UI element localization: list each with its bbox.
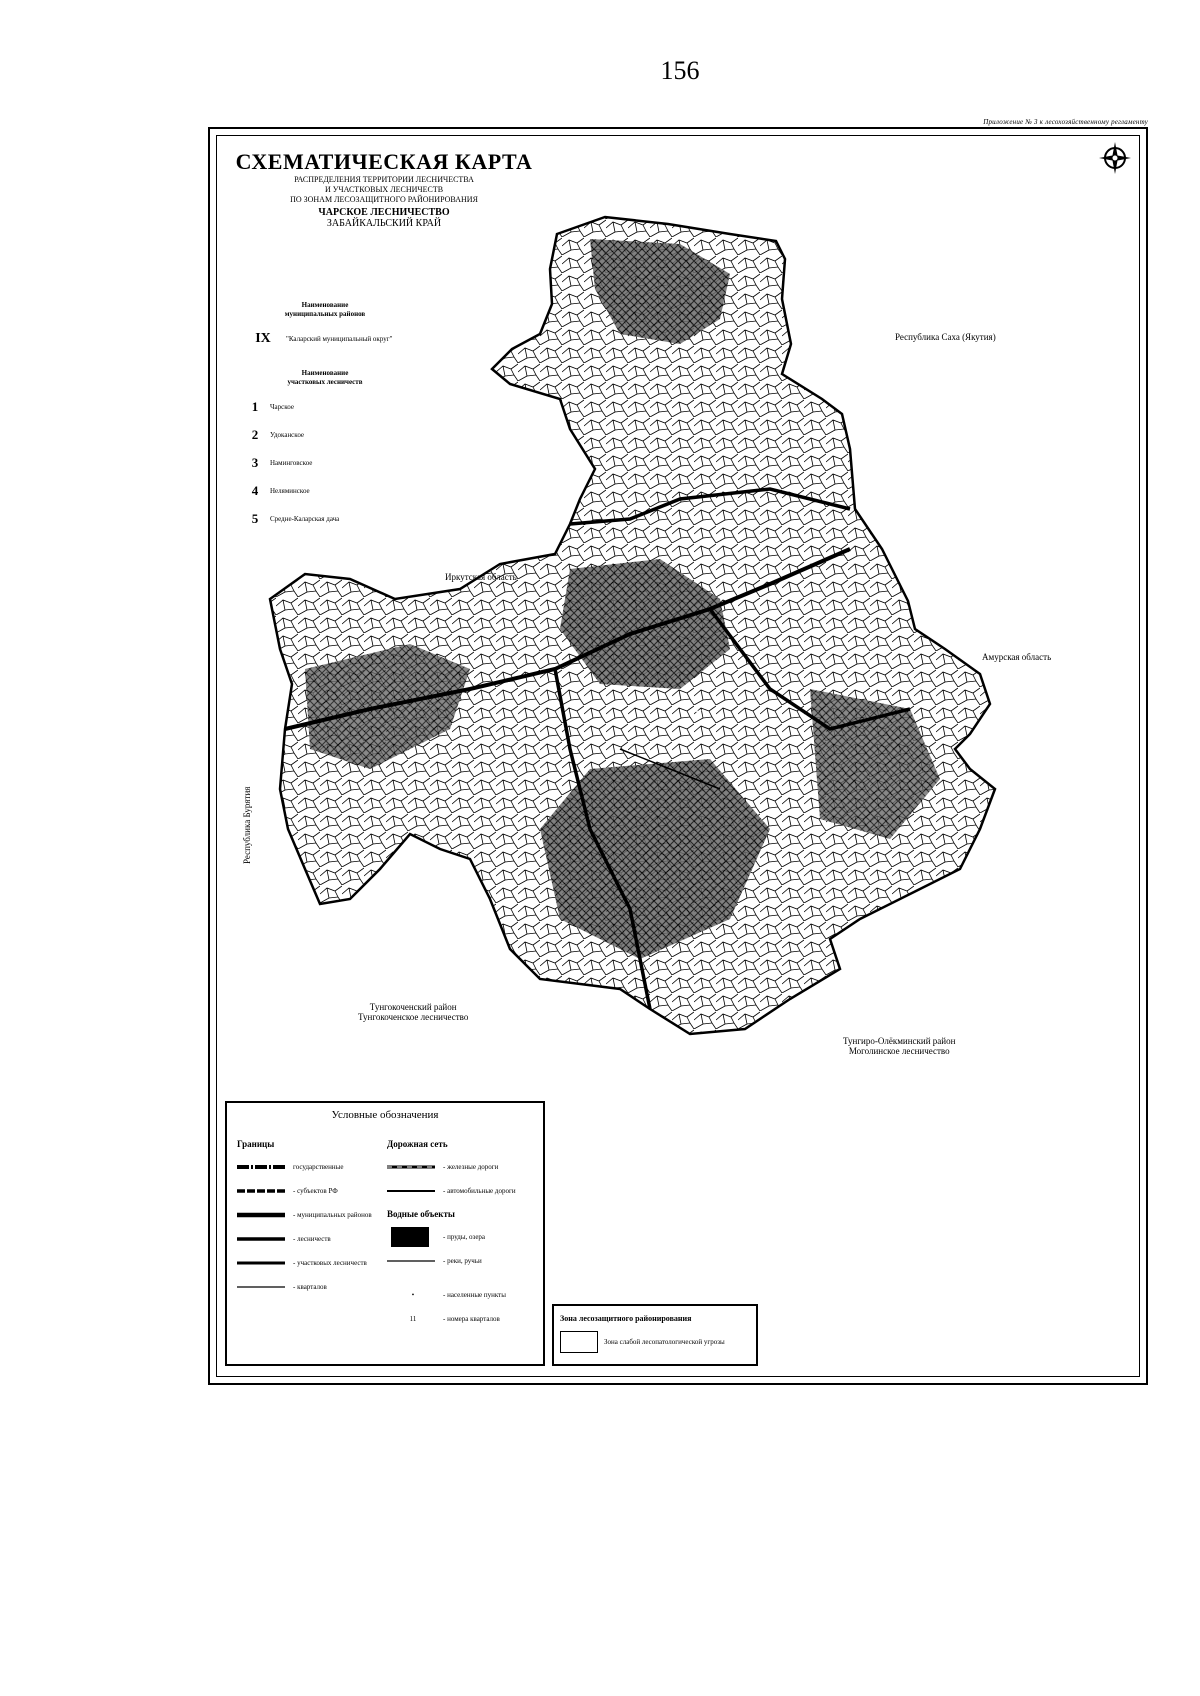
river-symbol xyxy=(387,1257,439,1265)
neighbor-label-irkutsk: Иркутская область xyxy=(445,572,517,582)
compass-rose-icon xyxy=(1098,141,1132,175)
quarter-number-symbol: 11 xyxy=(409,1315,417,1323)
appendix-note: Приложение № 3 к лесохозяйственному регламенту xyxy=(983,118,1148,126)
zone-legend-title: Зона лесозащитного районирования xyxy=(560,1314,692,1323)
forestry-label: Чарское xyxy=(270,403,295,411)
neighbor-label-tungiro xyxy=(843,1036,955,1056)
forestry-name: ЧАРСКОЕ ЛЕСНИЧЕСТВО xyxy=(318,207,450,218)
page-number: 156 xyxy=(660,56,700,85)
legend-label: - участковых лесничеств xyxy=(293,1259,367,1267)
legend-roads-column xyxy=(387,1139,516,1331)
legend-row xyxy=(237,1203,372,1227)
forestry-code: 2 xyxy=(251,427,259,442)
legend-label: - субъектов РФ xyxy=(293,1187,338,1195)
legend-row xyxy=(237,1227,372,1251)
legend-title: Условные обозначения xyxy=(331,1109,439,1121)
forestry-label: Удоканское xyxy=(270,431,305,439)
neighbor-label-tungokochen xyxy=(358,1002,468,1022)
title-block xyxy=(234,149,534,229)
legend-box xyxy=(225,1101,545,1366)
forestry-label: Неляминское xyxy=(270,487,310,495)
legend-row xyxy=(387,1225,516,1249)
zone-swatch xyxy=(560,1331,598,1353)
boundaries-header: Границы xyxy=(237,1139,275,1149)
line-symbol xyxy=(237,1283,289,1291)
forestry-label: Средне-Каларская дача xyxy=(270,515,340,523)
region-name: ЗАБАЙКАЛЬСКИЙ КРАЙ xyxy=(326,218,442,229)
tungiro-forestry: Моголинское лесничество xyxy=(848,1046,950,1056)
forestry-item xyxy=(240,399,500,415)
municipal-item xyxy=(240,331,500,347)
legend-row xyxy=(237,1275,372,1299)
lake-symbol xyxy=(387,1226,439,1248)
legend-label: - номера кварталов xyxy=(443,1315,500,1323)
map-sheet xyxy=(208,127,1148,1385)
forestries-header-line: Наименование xyxy=(301,369,349,377)
forestries-header-line: участковых лесничеств xyxy=(287,378,363,386)
top-legend xyxy=(240,301,500,527)
tungiro-district: Тунгиро-Олёкминский район xyxy=(843,1036,956,1046)
legend-row xyxy=(237,1179,372,1203)
line-symbol xyxy=(237,1163,289,1171)
neighbor-label-sakha: Республика Саха (Якутия) xyxy=(895,332,996,342)
forestry-code: 3 xyxy=(251,455,259,470)
municipal-header xyxy=(240,301,410,319)
map-subtitle-line: ПО ЗОНАМ ЛЕСОЗАЩИТНОГО РАЙОНИРОВАНИЯ xyxy=(290,195,478,204)
tungokochen-forestry: Тунгокоченское лесничество xyxy=(358,1012,469,1022)
neighbor-label-buryatia: Республика Бурятия xyxy=(242,786,252,864)
legend-row xyxy=(387,1179,516,1203)
settlement-symbol: • xyxy=(411,1291,415,1299)
legend-label: государственные xyxy=(293,1163,344,1171)
legend-label: - реки, ручьи xyxy=(443,1257,482,1265)
forestry-code: 1 xyxy=(251,399,259,414)
municipal-name: "Каларский муниципальный округ" xyxy=(286,335,393,343)
forestry-item xyxy=(240,427,500,443)
legend-row xyxy=(387,1283,516,1307)
legend-row xyxy=(237,1155,372,1179)
water-header: Водные объекты xyxy=(387,1209,455,1219)
municipal-header-line: муниципальных районов xyxy=(284,310,366,318)
legend-label: - железные дороги xyxy=(443,1163,499,1171)
legend-label: - автомобильные дороги xyxy=(443,1187,516,1195)
legend-label: - пруды, озера xyxy=(443,1233,486,1241)
municipal-code: IX xyxy=(255,331,271,346)
neighbor-label-amur: Амурская область xyxy=(982,652,1052,662)
forestry-code: 5 xyxy=(251,511,259,526)
forestry-item xyxy=(240,511,500,527)
line-symbol xyxy=(237,1259,289,1267)
legend-row xyxy=(387,1249,516,1273)
legend-boundaries-column xyxy=(237,1139,372,1299)
district-number-label: IX xyxy=(690,708,703,720)
zone-legend-row xyxy=(560,1331,756,1353)
forestry-item xyxy=(240,455,500,471)
legend-row xyxy=(237,1251,372,1275)
legend-label: - муниципальных районов xyxy=(293,1211,372,1219)
line-symbol xyxy=(237,1187,289,1195)
forestry-label: Наминговское xyxy=(270,459,313,467)
road-symbol xyxy=(387,1187,439,1195)
map-subtitle-line: И УЧАСТКОВЫХ ЛЕСНИЧЕСТВ xyxy=(324,185,444,194)
map-title: СХЕМАТИЧЕСКАЯ КАРТА xyxy=(235,149,533,174)
roads-header: Дорожная сеть xyxy=(387,1139,448,1149)
legend-label: - лесничеств xyxy=(293,1235,331,1243)
forestries-header xyxy=(240,369,410,387)
zone-legend-box xyxy=(552,1304,758,1366)
legend-label: - кварталов xyxy=(293,1283,327,1291)
map-subtitle-line: РАСПРЕДЕЛЕНИЯ ТЕРРИТОРИИ ЛЕСНИЧЕСТВА xyxy=(294,175,474,184)
tungokochen-district: Тунгокоченский район xyxy=(369,1002,457,1012)
zone-legend-label: Зона слабой лесопатологической угрозы xyxy=(604,1338,725,1346)
line-symbol xyxy=(237,1211,289,1219)
legend-label: - населенные пункты xyxy=(443,1291,506,1299)
railway-symbol xyxy=(387,1163,439,1171)
forestry-item xyxy=(240,483,500,499)
legend-row xyxy=(387,1307,516,1331)
forestry-code: 4 xyxy=(251,483,259,498)
line-symbol xyxy=(237,1235,289,1243)
municipal-header-line: Наименование xyxy=(301,301,349,309)
legend-row xyxy=(387,1155,516,1179)
